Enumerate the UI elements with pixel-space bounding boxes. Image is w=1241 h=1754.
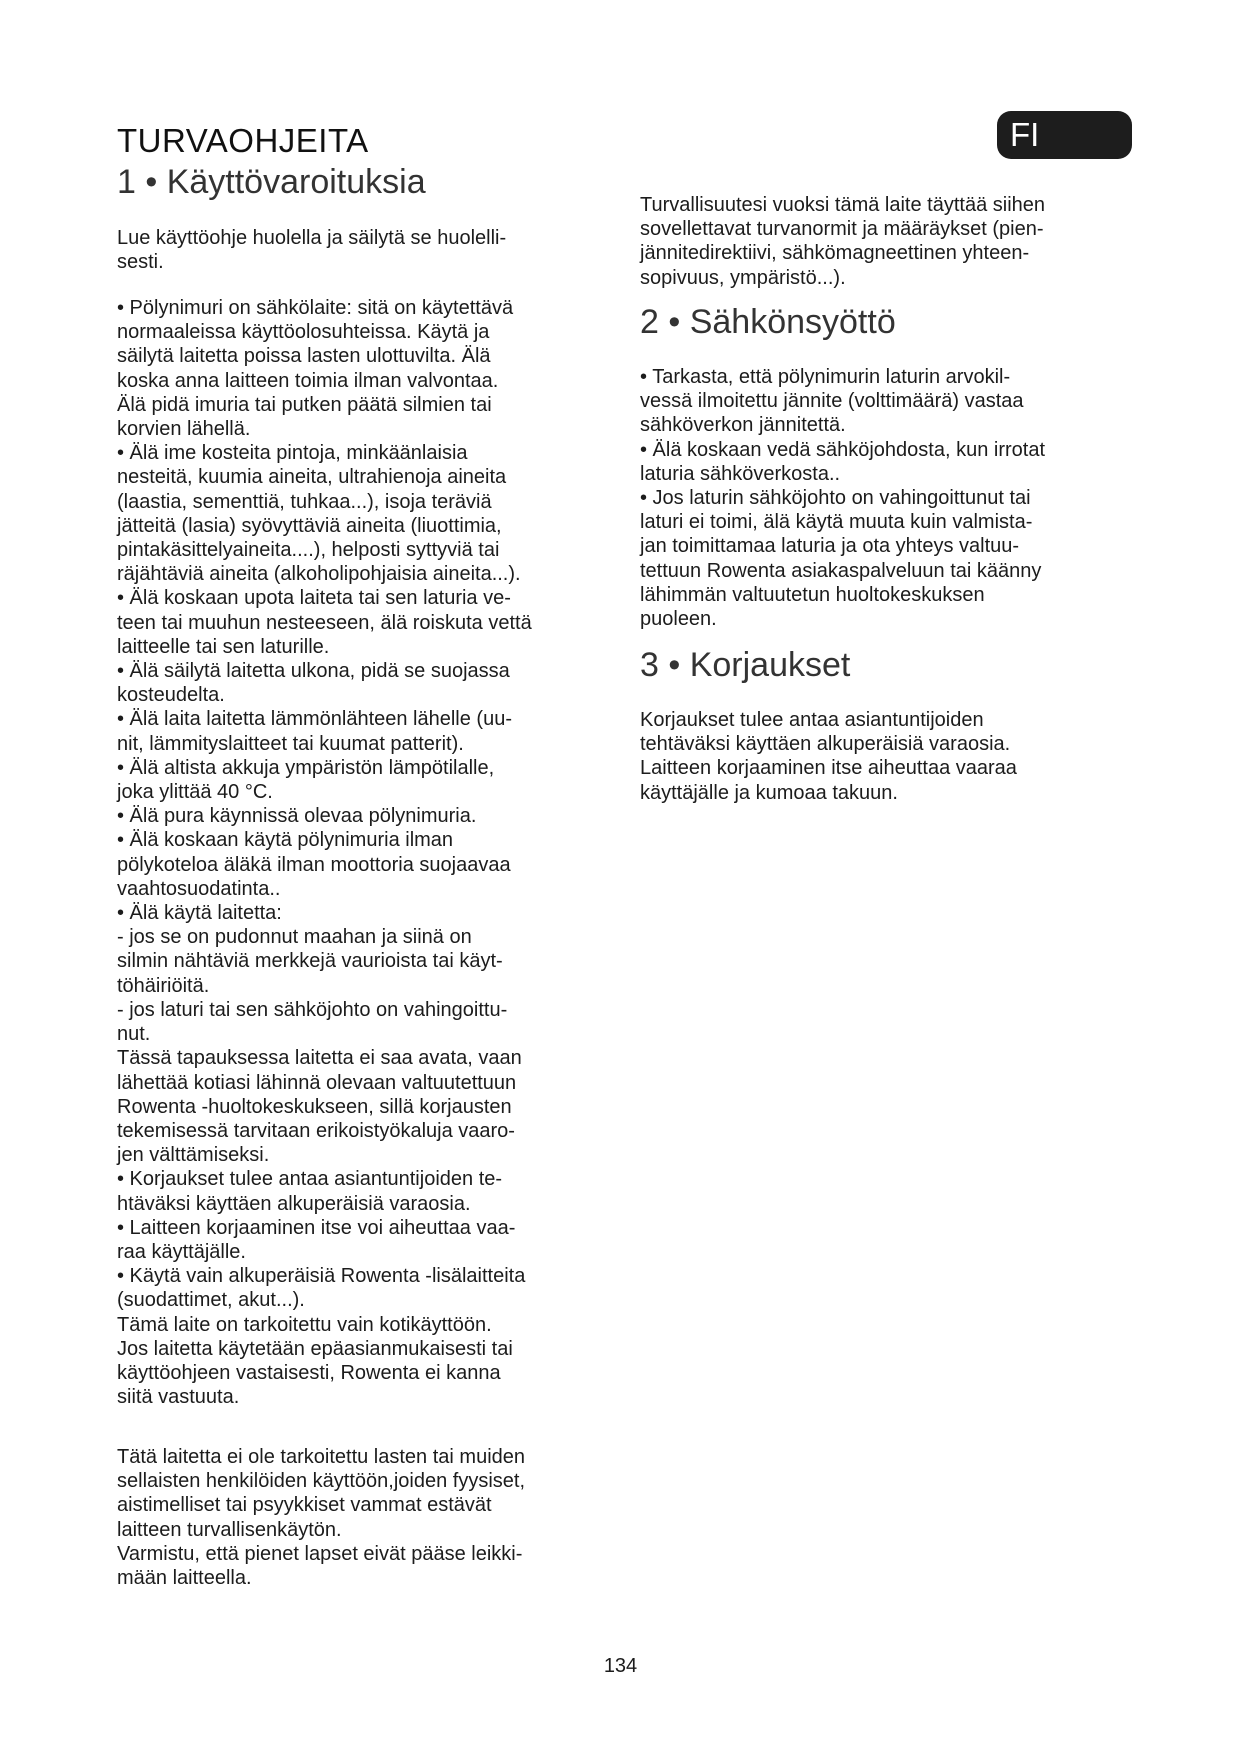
section-1-closing xyxy=(117,1445,637,1590)
text-line: htäväksi käyttäen alkuperäisiä varaosia. xyxy=(117,1192,471,1215)
text-line: lähettää kotiasi lähinnä olevaan valtuutettuun xyxy=(117,1071,517,1094)
section-3 xyxy=(640,645,1160,685)
section-3-paragraph xyxy=(640,708,1160,805)
text-line: - jos laturi tai sen sähköjohto on vahingoittu- xyxy=(117,998,508,1021)
right-intro xyxy=(640,193,1160,290)
text-line: Jos laitetta käytetään epäasianmukaisesti tai xyxy=(117,1337,513,1360)
section-1 xyxy=(117,162,637,202)
text-line: sähköverkon jännitettä. xyxy=(640,414,846,437)
text-line: tettuun Rowenta asiakaspalveluun tai käänny xyxy=(640,559,1042,582)
text-line: • Älä altista akkuja ympäristön lämpötilalle, xyxy=(117,756,495,779)
text-line: (laastia, sementtiä, tuhkaa...), isoja teräviä xyxy=(117,490,492,513)
text-line: • Älä koskaan upota laiteta tai sen laturia ve- xyxy=(117,587,511,610)
text-line: Älä pidä imuria tai putken päätä silmien tai xyxy=(117,393,492,416)
text-line: laitteen turvallisenkäytön. xyxy=(117,1518,342,1541)
text-line: koska anna laitteen toimia ilman valvontaa. xyxy=(117,369,499,392)
text-line: • Jos laturin sähköjohto on vahingoittunut tai xyxy=(640,487,1031,510)
text-line: jan toimittamaa laturia ja ota yhteys valtuu- xyxy=(640,535,1020,558)
text-line: nit, lämmityslaitteet tai kuumat patterit). xyxy=(117,732,464,755)
text-line: sovellettavat turvanormit ja määräykset (pien- xyxy=(640,218,1044,241)
text-line: • Tarkasta, että pölynimurin laturin arvokil- xyxy=(640,366,1011,388)
text-line: • Älä koskaan käytä pölynimuria ilman xyxy=(117,829,454,852)
section-3-body xyxy=(640,708,1160,805)
text-line: • Korjaukset tulee antaa asiantuntijoiden te- xyxy=(117,1168,503,1191)
text-line: lähimmän valtuutetun huoltokeskuksen xyxy=(640,583,985,606)
text-line: • Älä laita laitetta lämmönlähteen lähelle (uu- xyxy=(117,708,512,731)
text-line: Lue käyttöohje huolella ja säilytä se huolelli- xyxy=(117,227,507,249)
text-line: • Älä säilytä laitetta ulkona, pidä se suojassa xyxy=(117,660,510,683)
section-2-body xyxy=(640,365,1160,631)
text-line: pintakäsittelyaineita....), helposti syttyviä tai xyxy=(117,539,500,562)
text-line: räjähtäviä aineita (alkoholipohjaisia aineita...). xyxy=(117,563,521,586)
text-line: • Käytä vain alkuperäisiä Rowenta -lisälaitteita xyxy=(117,1265,526,1288)
text-line: • Älä ime kosteita pintoja, minkäänlaisia xyxy=(117,442,468,465)
text-line: säilytä laitetta poissa lasten ulottuvilta. Älä xyxy=(117,345,491,368)
text-line: puoleen. xyxy=(640,608,717,631)
text-line: laturi ei toimi, älä käytä muuta kuin valmista- xyxy=(640,511,1033,534)
text-line: Turvallisuutesi vuoksi tämä laite täyttää siihen xyxy=(640,194,1045,216)
text-line: • Älä pura käynnissä olevaa pölynimuria. xyxy=(117,805,477,828)
text-line: Tätä laitetta ei ole tarkoitettu lasten tai muiden xyxy=(117,1446,526,1468)
right-intro-paragraph xyxy=(640,193,1160,290)
text-line: Tässä tapauksessa laitetta ei saa avata, vaan xyxy=(117,1047,522,1070)
text-line: jätteitä (lasia) syövyttäviä aineita (liuottimia, xyxy=(117,514,502,537)
text-line: jen välttämiseksi. xyxy=(117,1144,270,1167)
text-line: tekemisessä tarvitaan erikoistyökaluja vaaro- xyxy=(117,1119,515,1142)
text-line: sesti. xyxy=(117,251,164,274)
section-2-title: 2 • Sähkönsyöttö xyxy=(640,303,896,341)
text-line: silmin nähtäviä merkkejä vaurioista tai käyt- xyxy=(117,950,503,973)
text-line: laitteelle tai sen laturille. xyxy=(117,635,330,658)
text-line: vaahtosuodatinta.. xyxy=(117,877,281,900)
text-line: töhäiriöitä. xyxy=(117,974,210,997)
text-line: laturia sähköverkosta.. xyxy=(640,462,841,485)
language-badge: FI xyxy=(997,111,1132,159)
section-3-title: 3 • Korjaukset xyxy=(640,646,851,684)
text-line: nut. xyxy=(117,1023,151,1046)
text-line: Laitteen korjaaminen itse aiheuttaa vaaraa xyxy=(640,757,1017,780)
text-line: pölykoteloa äläkä ilman moottoria suojaavaa xyxy=(117,853,511,876)
section-2 xyxy=(640,302,1160,342)
section-2-paragraph xyxy=(640,365,1160,631)
section-1-title: 1 • Käyttövaroituksia xyxy=(117,163,426,201)
section-1-intro xyxy=(117,226,637,274)
text-line: käyttöohjeen vastaisesti, Rowenta ei kanna xyxy=(117,1361,501,1384)
text-line: teen tai muuhun nesteeseen, älä roiskuta vettä xyxy=(117,611,532,634)
text-line: sopivuus, ympäristö...). xyxy=(640,266,846,289)
text-line: korvien lähellä. xyxy=(117,418,251,441)
text-line: Tämä laite on tarkoitettu vain kotikäyttöön. xyxy=(117,1313,492,1336)
section-1-warnings xyxy=(117,296,637,1409)
text-line: siitä vastuuta. xyxy=(117,1386,240,1409)
text-line: jännitedirektiivi, sähkömagneettinen yhteen- xyxy=(640,242,1030,265)
intro-paragraph xyxy=(117,226,637,274)
text-line: nesteitä, kuumia aineita, ultrahienoja aineita xyxy=(117,466,507,489)
text-line: Rowenta -huoltokeskukseen, sillä korjausten xyxy=(117,1095,512,1118)
text-line: tehtäväksi käyttäen alkuperäisiä varaosia. xyxy=(640,733,1011,756)
text-line: Varmistu, että pienet lapset eivät pääse leikki- xyxy=(117,1542,523,1565)
page-title: TURVAOHJEITA xyxy=(117,122,369,159)
text-line: • Pölynimuri on sähkölaite: sitä on käytettävä xyxy=(117,297,514,319)
warnings-list xyxy=(117,296,637,1409)
text-line: käyttäjälle ja kumoaa takuun. xyxy=(640,781,898,804)
text-line: sellaisten henkilöiden käyttöön,joiden fyysiset, xyxy=(117,1470,526,1493)
text-line: aistimelliset tai psyykkiset vammat estävät xyxy=(117,1494,492,1517)
text-line: (suodattimet, akut...). xyxy=(117,1289,305,1312)
text-line: • Älä koskaan vedä sähköjohdosta, kun irrotat xyxy=(640,438,1046,461)
text-line: normaaleissa käyttöolosuhteissa. Käytä ja xyxy=(117,321,490,344)
text-line: raa käyttäjälle. xyxy=(117,1240,246,1263)
text-line: kosteudelta. xyxy=(117,684,225,707)
closing-paragraph xyxy=(117,1445,637,1590)
page-number: 134 xyxy=(603,1655,638,1677)
text-line: vessä ilmoitettu jännite (volttimäärä) vastaa xyxy=(640,390,1024,413)
text-line: • Älä käytä laitetta: xyxy=(117,902,282,925)
text-line: Korjaukset tulee antaa asiantuntijoiden xyxy=(640,709,984,731)
text-line: joka ylittää 40 °C. xyxy=(117,781,273,804)
text-line: • Laitteen korjaaminen itse voi aiheuttaa vaa- xyxy=(117,1216,516,1239)
text-line: mään laitteella. xyxy=(117,1567,252,1590)
text-line: - jos se on pudonnut maahan ja siinä on xyxy=(117,926,472,949)
